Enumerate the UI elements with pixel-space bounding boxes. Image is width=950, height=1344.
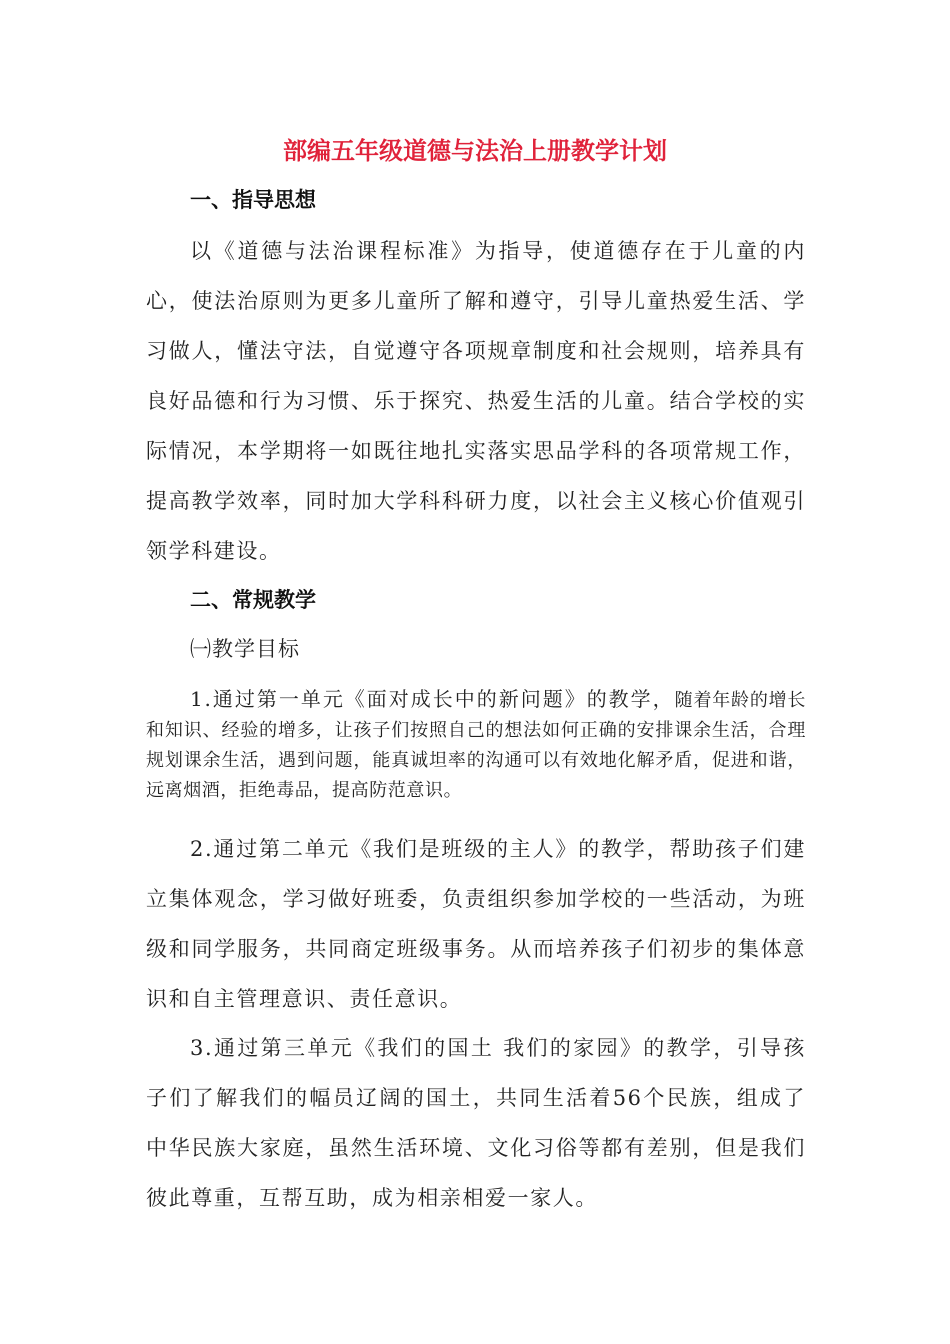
section-heading-guiding-ideology: 一、指导思想: [190, 188, 316, 212]
goal-item-2: 2.通过第二单元《我们是班级的主人》的教学，帮助孩子们建立集体观念，学习做好班委，负责组织参加学校的一些活动，为班级和同学服务，共同商定班级事务。从而培养孩子们初步的集体意识和自主管理意识、责任意识。: [146, 837, 806, 1011]
document-title: 部编五年级道德与法治上册教学计划: [283, 137, 667, 165]
section-heading-routine-teaching: 二、常规教学: [190, 588, 316, 612]
goal-item-1-rest: 随着年龄的增长和知识、经验的增多，让孩子们按照自己的想法如何正确的安排课余生活，合理规划课余生活，遇到问题，能真诚坦率的沟通可以有效地化解矛盾，促进和谐，远离烟酒，拒绝毒品，提高防范意识。: [146, 690, 806, 801]
goal-item-1: [146, 684, 806, 806]
paragraph-guiding-ideology: 以《道德与法治课程标准》为指导，使道德存在于儿童的内心，使法治原则为更多儿童所了解和遵守，引导儿童热爱生活、学习做人，懂法守法，自觉遵守各项规章制度和社会规则，培养具有良好品德和行为习惯、乐于探究、热爱生活的儿童。结合学校的实际情况，本学期将一如既往地扎实落实思品学科的各项常规工作，提高教学效率，同时加大学科科研力度，以社会主义核心价值观引领学科建设。: [146, 239, 806, 563]
subheading-teaching-goals: ㈠教学目标: [190, 637, 300, 661]
goal-item-1-lead: 1.通过第一单元《面对成长中的新问题》的教学，: [190, 687, 675, 711]
goal-item-3: 3.通过第三单元《我们的国土 我们的家园》的教学，引导孩子们了解我们的幅员辽阔的国土，共同生活着56个民族，组成了中华民族大家庭，虽然生活环境、文化习俗等都有差别，但是我们彼此尊重，互帮互助，成为相亲相爱一家人。: [146, 1036, 806, 1210]
